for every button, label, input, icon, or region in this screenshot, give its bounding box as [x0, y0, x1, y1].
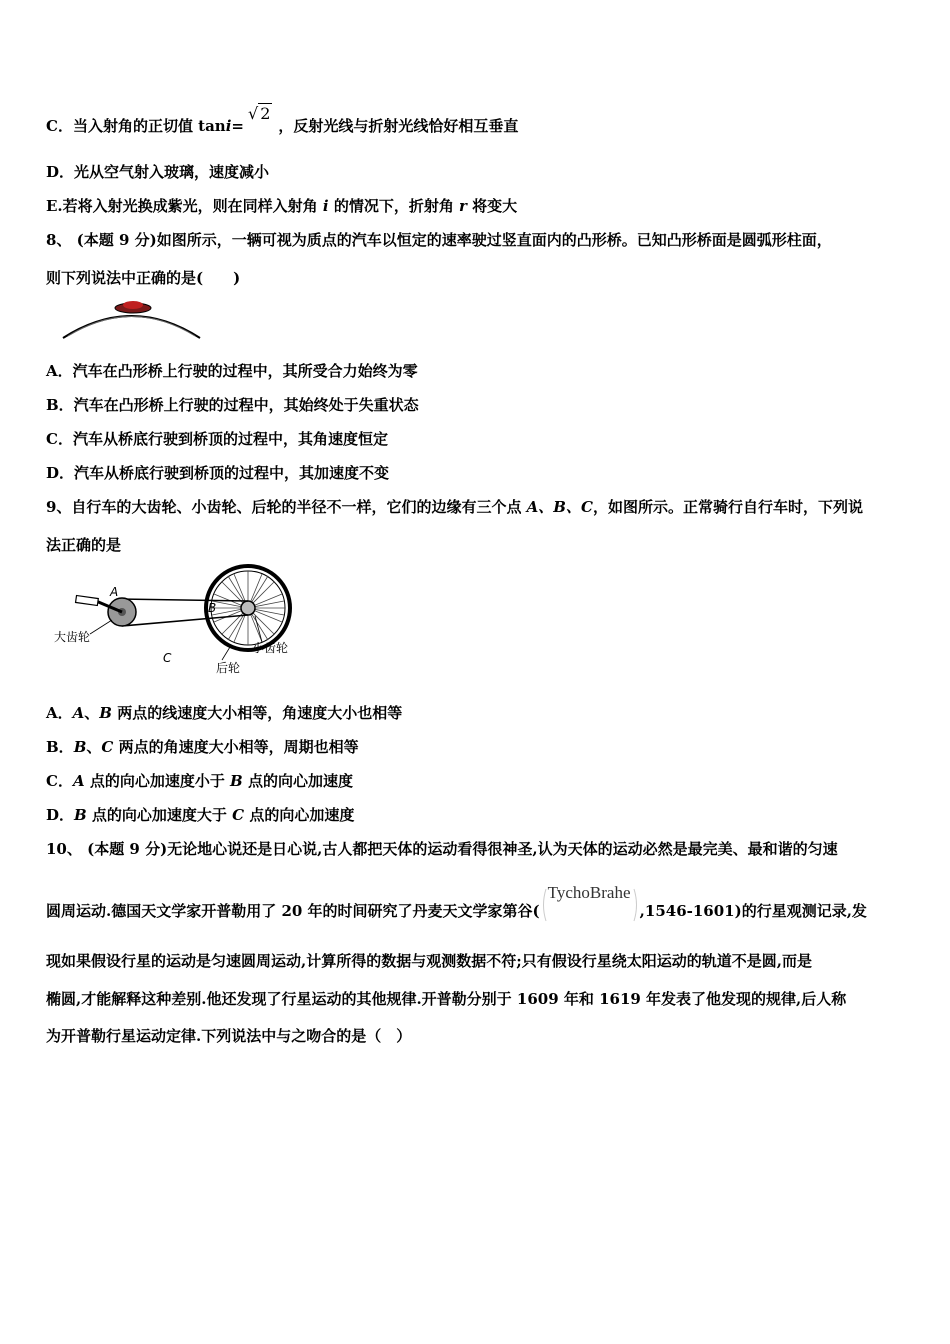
q8-option-b: B．汽车在凸形桥上行驶的过程中，其始终处于失重状态	[46, 396, 419, 414]
chain-bottom	[122, 615, 248, 626]
q10-line4: 椭圆,才能解释这种差别.他还发现了行星运动的其他规律.开普勒分别于 1609 年和 1619 年发表了他发现的规律,后人称	[46, 990, 847, 1008]
q9-option-d: D．B 点的向心加速度大于 C 点的向心加速度	[46, 806, 355, 824]
bridge-arc-shade	[68, 317, 195, 337]
q9-option-c: C．A 点的向心加速度小于 B 点的向心加速度	[46, 772, 353, 790]
label-small-gear: 小齿轮	[252, 641, 289, 655]
small-gear	[241, 601, 255, 615]
q9-stem-line1: 9、自行车的大齿轮、小齿轮、后轮的半径不一样，它们的边缘有三个点 A、B、C，如图所示。正常骑行自行车时，下列说	[46, 498, 863, 516]
q7-option-e: E.若将入射光换成紫光，则在同样入射角 i 的情况下，折射角 r 将变大	[46, 197, 518, 215]
q10-line2: 圆周运动.德国天文学家开普勒用了 20 年的时间研究了丹麦天文学家第谷( TychoBrahe ,1546-1601)的行星观测记录,发	[46, 883, 867, 920]
label-point-b: B	[208, 601, 217, 615]
q8-option-c: C．汽车从桥底行驶到桥顶的过程中，其角速度恒定	[46, 430, 388, 448]
q8-stem-line1: 8、 (本题 9 分)如图所示，一辆可视为质点的汽车以恒定的速率驶过竖直面内的凸形桥。已知凸形桥面是圆弧形柱面，	[46, 231, 832, 249]
label-rear-wheel: 后轮	[216, 661, 241, 674]
label-point-a: A	[110, 585, 119, 599]
chain-top	[122, 599, 248, 601]
q7-option-c: C．当入射角的正切值 tani=√ 2，反射光线与折射光线恰好相互垂直	[46, 104, 519, 135]
q8-stem-line2: 则下列说法中正确的是( )	[46, 269, 241, 287]
q9-option-a: A．A、B 两点的线速度大小相等，角速度大小也相等	[46, 704, 403, 722]
q10-line5: 为开普勒行星运动定律.下列说法中与之吻合的是（ ）	[46, 1027, 412, 1045]
q9-option-b: B．B、C 两点的角速度大小相等，周期也相等	[46, 738, 359, 756]
convex-bridge-figure	[60, 296, 205, 342]
pedal	[76, 595, 99, 605]
bicycle-gear-figure	[50, 564, 300, 674]
tycho-brahe-name: TychoBrahe	[540, 901, 640, 921]
q7-option-d: D．光从空气射入玻璃，速度减小	[46, 163, 270, 181]
bridge-arc	[63, 316, 200, 338]
q8-option-a: A．汽车在凸形桥上行驶的过程中，其所受合力始终为零	[46, 362, 418, 380]
q9-stem-line2: 法正确的是	[46, 536, 122, 554]
label-point-c: C	[163, 651, 172, 665]
sqrt-two: √ 2	[248, 104, 271, 123]
label-big-gear: 大齿轮	[54, 630, 91, 644]
q10-line3: 现如果假设行星的运动是匀速圆周运动,计算所得的数据与观测数据不符;只有假设行星绕太阳运动的轨道不是圆,而是	[46, 952, 812, 970]
q8-option-d: D．汽车从桥底行驶到桥顶的过程中，其加速度不变	[46, 464, 390, 482]
q10-line1: 10、 (本题 9 分)无论地心说还是日心说,古人都把天体的运动看得很神圣,认为天体的运动必然是最完美、最和谐的匀速	[46, 840, 838, 858]
